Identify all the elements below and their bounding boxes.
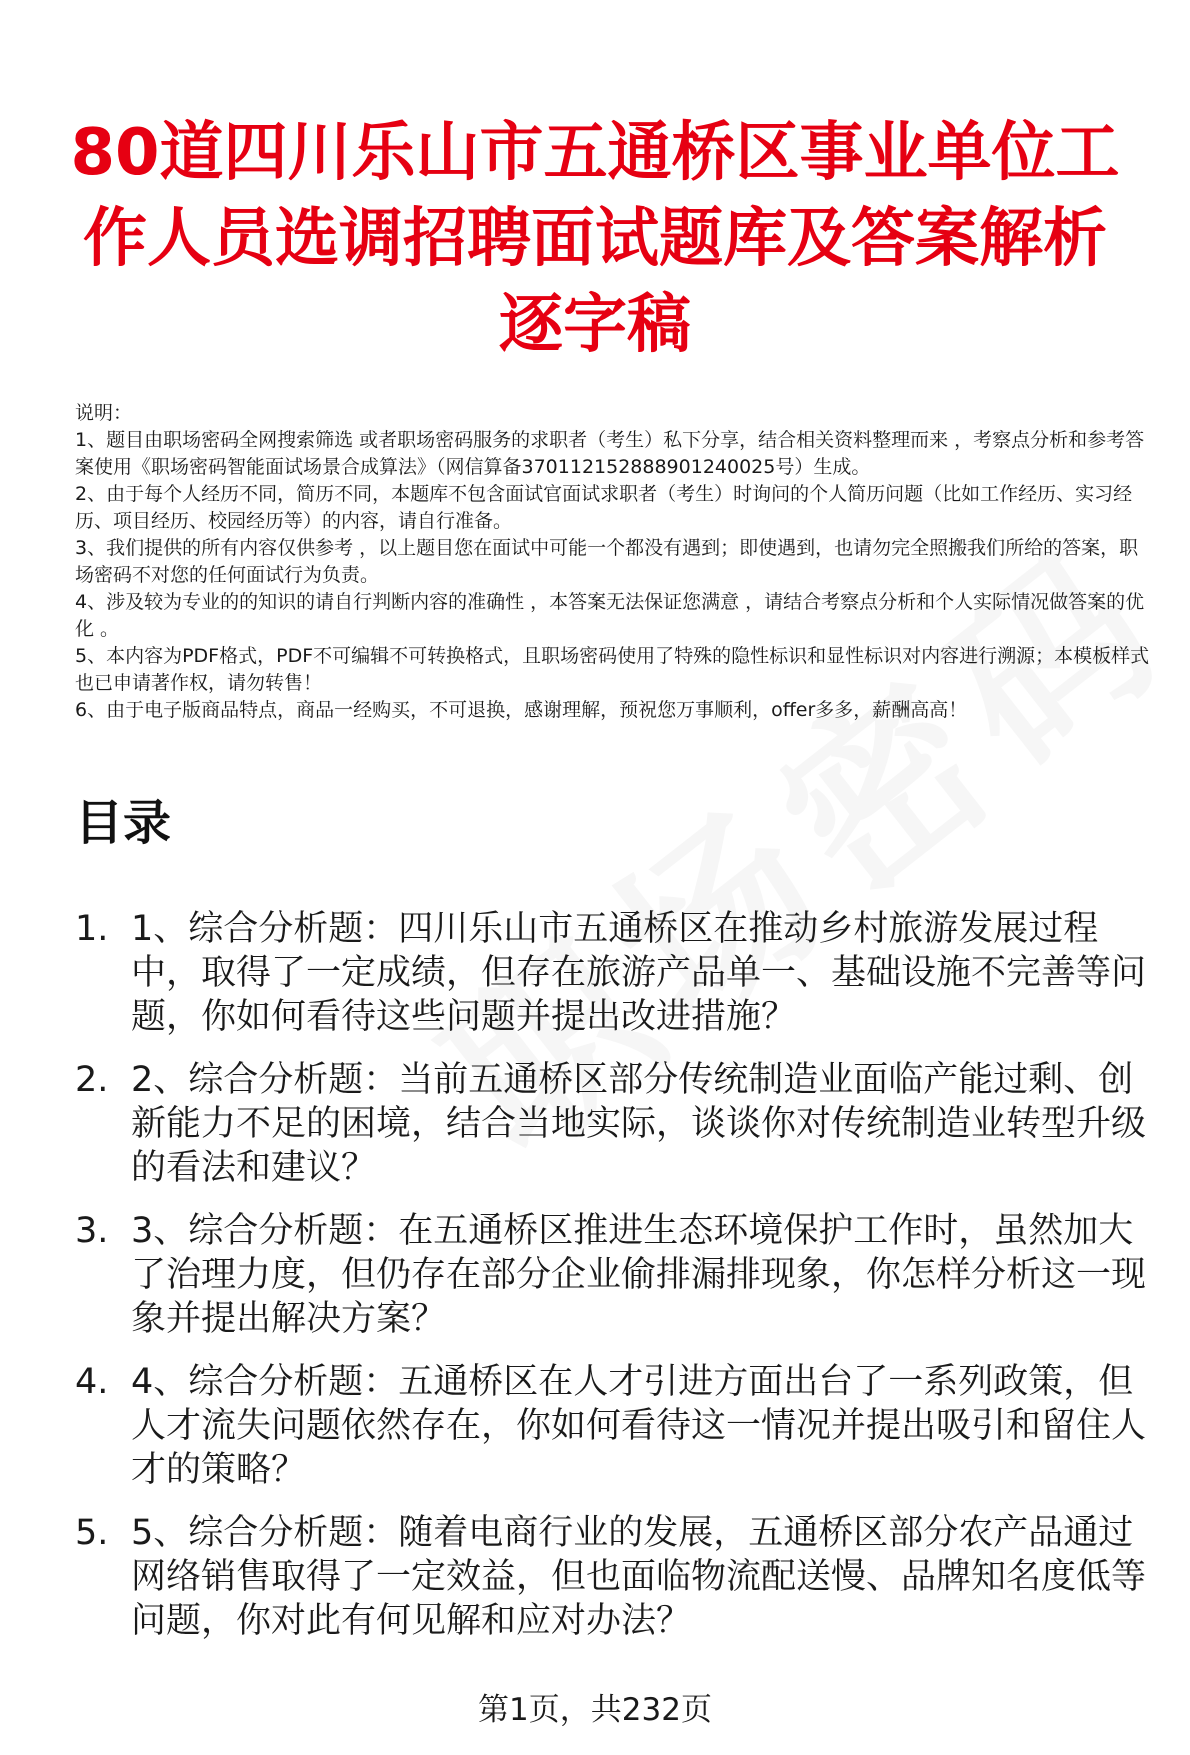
- note-item: 3、我们提供的所有内容仅供参考 ，以上题目您在面试中可能一个都没有遇到；即使遇到，也请勿完全照搬我们所给的答案，职场密码不对您的任何面试行为负责。: [75, 537, 1139, 586]
- note-item: 6、由于电子版商品特点，商品一经购买，不可退换，感谢理解，预祝您万事顺利，offer多多，薪酬高高！: [75, 699, 968, 721]
- toc-item[interactable]: [75, 1511, 1165, 1643]
- notes-heading: 说明：: [75, 402, 133, 424]
- toc-item-number: 5.: [75, 1513, 109, 1553]
- toc-item-number: 3.: [75, 1211, 109, 1251]
- toc-heading: 目录: [75, 795, 172, 851]
- toc-item-text[interactable]: 2、综合分析题：当前五通桥区部分传统制造业面临产能过剩、创新能力不足的困境，结合当地实际，谈谈你对传统制造业转型升级的看法和建议？: [131, 1060, 1147, 1188]
- toc-item[interactable]: [75, 1360, 1165, 1492]
- toc-item-number: 2.: [75, 1060, 109, 1100]
- toc-item-number: 4.: [75, 1362, 109, 1402]
- toc-item-text[interactable]: 3、综合分析题：在五通桥区推进生态环境保护工作时，虽然加大了治理力度，但仍存在部分企业偷排漏排现象，你怎样分析这一现象并提出解决方案？: [131, 1211, 1147, 1339]
- note-item: 4、涉及较为专业的的知识的请自行判断内容的准确性 ，本答案无法保证您满意 ，请结合考察点分析和个人实际情况做答案的优化 。: [75, 591, 1145, 640]
- page-footer: 第1页，共232页: [478, 1692, 712, 1728]
- toc-item[interactable]: [75, 907, 1165, 1039]
- toc-item-number: 1.: [75, 909, 109, 949]
- toc-list: [75, 907, 1165, 1662]
- note-item: 1、题目由职场密码全网搜索筛选 或者职场密码服务的求职者（考生）私下分享，结合相关资料整理而来 ，考察点分析和参考答案使用《职场密码智能面试场景合成算法》（网信算备370112152888901240025号）生成。: [75, 429, 1145, 478]
- toc-item-text[interactable]: 1、综合分析题：四川乐山市五通桥区在推动乡村旅游发展过程中，取得了一定成绩，但存在旅游产品单一、基础设施不完善等问题，你如何看待这些问题并提出改进措施？: [131, 909, 1147, 1037]
- notes-section: [75, 400, 1150, 724]
- toc-item[interactable]: [75, 1209, 1165, 1341]
- page-title: 80道四川乐山市五通桥区事业单位工作人员选调招聘面试题库及答案解析逐字稿: [70, 116, 1120, 362]
- toc-item[interactable]: [75, 1058, 1165, 1190]
- toc-item-text[interactable]: 5、综合分析题：随着电商行业的发展，五通桥区部分农产品通过网络销售取得了一定效益，但也面临物流配送慢、品牌知名度低等问题，你对此有何见解和应对办法？: [131, 1513, 1147, 1641]
- toc-item-text[interactable]: 4、综合分析题：五通桥区在人才引进方面出台了一系列政策，但人才流失问题依然存在，你如何看待这一情况并提出吸引和留住人才的策略？: [131, 1362, 1147, 1490]
- note-item: 2、由于每个人经历不同，简历不同，本题库不包含面试官面试求职者（考生）时询问的个人简历问题（比如工作经历、实习经历、项目经历、校园经历等）的内容，请自行准备。: [75, 483, 1133, 532]
- note-item: 5、本内容为PDF格式，PDF不可编辑不可转换格式，且职场密码使用了特殊的隐性标识和显性标识对内容进行溯源；本模板样式也已申请著作权，请勿转售！: [75, 645, 1150, 694]
